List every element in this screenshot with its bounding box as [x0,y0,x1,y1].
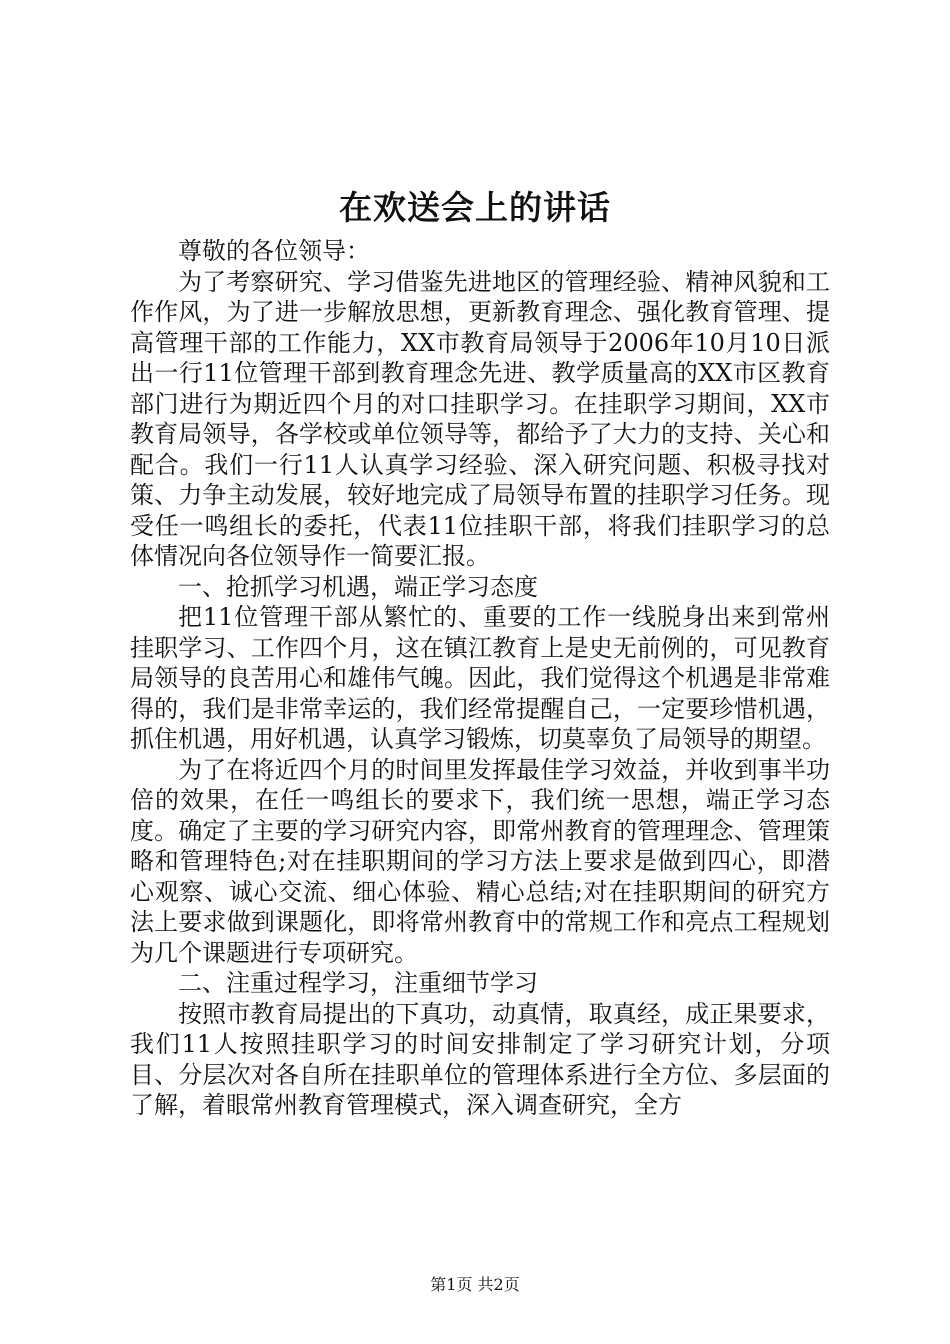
section-heading: 二、注重过程学习，注重细节学习 [178,969,538,997]
salutation: 尊敬的各位领导： [178,237,370,265]
document-body [130,236,830,1121]
document-title: 在欢送会上的讲话 [339,188,611,227]
paragraph: 为了考察研究、学习借鉴先进地区的管理经验、精神风貌和工作作风，为了进一步解放思想，更新教育理念、强化教育管理、提高管理干部的工作能力，XX市教育局领导于2006年10月10日派出一行11位管理干部到教育理念先进、教学质量高的XX市区教育部门进行为期近四个月的对口挂职学习。在挂职学习期间，XX市教育局领导，各学校或单位领导等，都给予了大力的支持、关心和配合。我们一行11人认真学习经验、深入研究问题、积极寻找对策、力争主动发展，较好地完成了局领导布置的挂职学习任务。现受任一鸣组长的委托，代表11位挂职干部，将我们挂职学习的总体情况向各位领导作一简要汇报。 [130,267,830,570]
page-footer: 第1页 共2页 [430,1275,520,1294]
paragraph: 把11位管理干部从繁忙的、重要的工作一线脱身出来到常州挂职学习、工作四个月，这在镇江教育上是史无前例的，可见教育局领导的良苦用心和雄伟气魄。因此，我们觉得这个机遇是非常难得的，我们是非常幸运的，我们经常提醒自己，一定要珍惜机遇，抓住机遇，用好机遇，认真学习锻炼，切莫辜负了局领导的期望。 [130,603,830,753]
paragraph: 按照市教育局提出的下真功，动真情，取真经，成正果要求，我们11人按照挂职学习的时间安排制定了学习研究计划，分项目、分层次对各自所在挂职单位的管理体系进行全方位、多层面的了解，着眼常州教育管理模式，深入调查研究，全方 [130,999,830,1119]
section-heading: 一、抢抓学习机遇，端正学习态度 [178,572,538,601]
paragraph: 为了在将近四个月的时间里发挥最佳学习效益，并收到事半功倍的效果，在任一鸣组长的要求下，我们统一思想，端正学习态度。确定了主要的学习研究内容，即常州教育的管理理念、管理策略和管理特色;对在挂职期间的学习方法上要求是做到四心，即潜心观察、诚心交流、细心体验、精心总结;对在挂职期间的研究方法上要求做到课题化，即将常州教育中的常规工作和亮点工程规划为几个课题进行专项研究。 [130,755,830,967]
